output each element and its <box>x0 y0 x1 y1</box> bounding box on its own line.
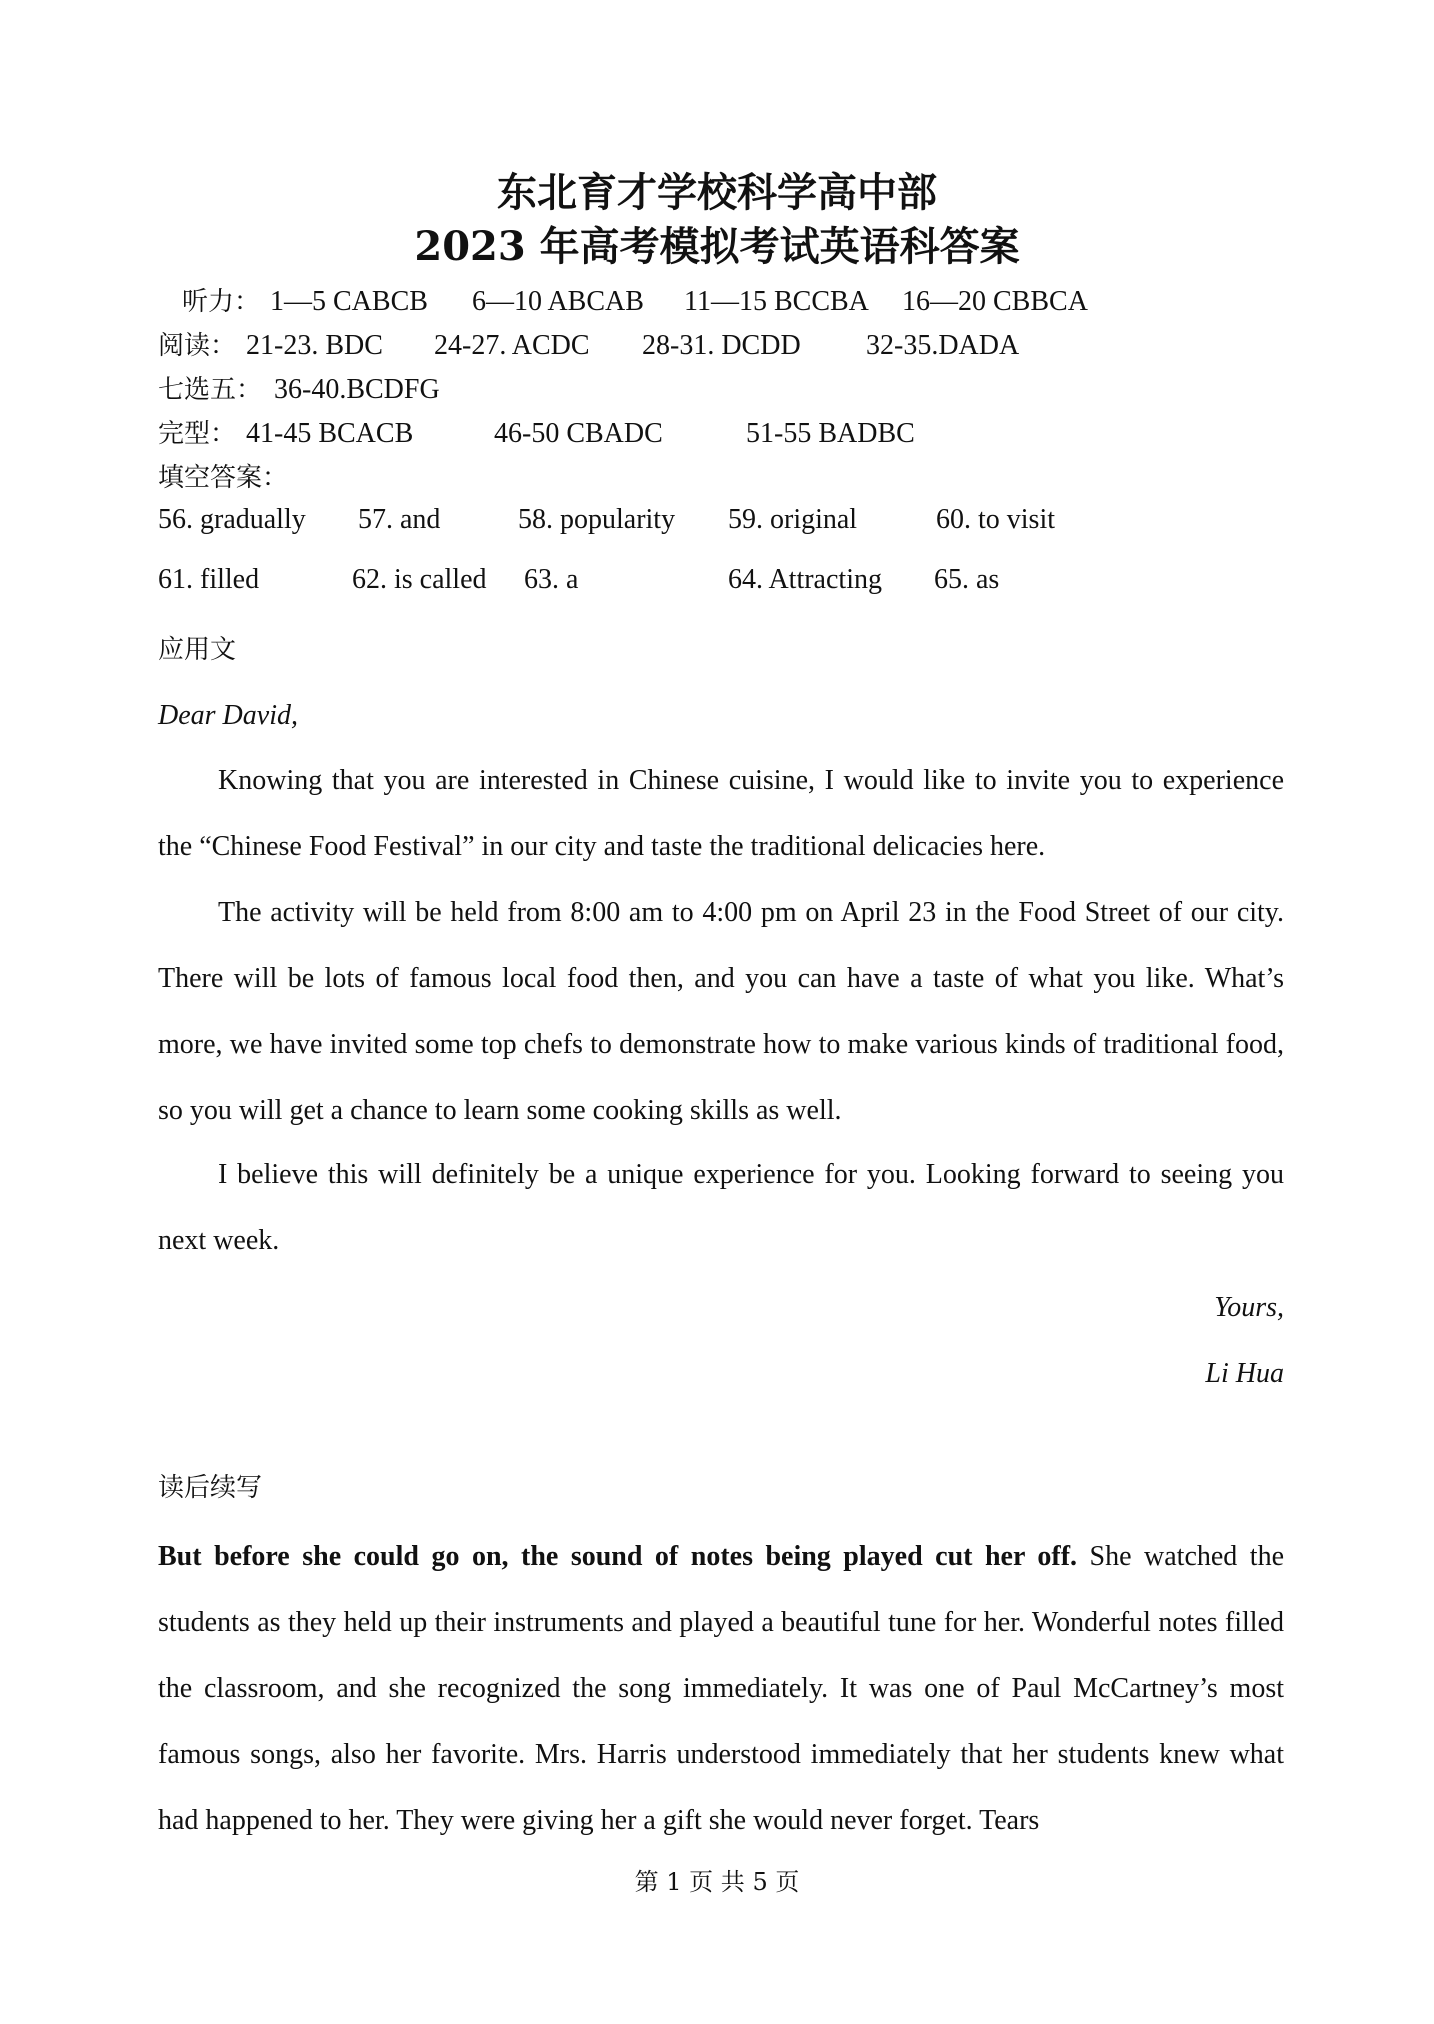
listening-group: 16—20 CBBCA <box>902 286 1088 317</box>
writing-section-label: 应用文 <box>158 635 237 665</box>
letter-paragraph: I believe this will definitely be a unique experience for you. Looking forward to seeing you next week. <box>158 1159 1284 1256</box>
letter-paragraph: Knowing that you are interested in Chinese cuisine, I would like to invite you to experience the “Chinese Food Festival” in our city and taste the traditional delicacies here. <box>158 765 1284 862</box>
fill-answer: 59. original <box>728 504 858 535</box>
school-title: 东北育才学校科学高中部 <box>497 169 937 216</box>
seven-five-label: 七选五： <box>158 375 263 405</box>
reading-group: 28-31. DCDD <box>642 330 801 361</box>
letter-paragraph: The activity will be held from 8:00 am to 4:00 pm on April 23 in the Food Street of our city. There will be lots of famous local food then, and you can have a taste of what you like. What’s more, we have invited some top chefs to demonstrate how to make various kinds of traditional food, so you will get a chance to learn some cooking skills as well. <box>158 897 1284 1126</box>
fill-blank-label: 填空答案： <box>158 463 289 493</box>
continuation-lead-sentence: But before she could go on, the sound of notes being played cut her off. <box>158 1541 1078 1572</box>
letter-closing: Yours, <box>1214 1292 1284 1323</box>
listening-label: 听力： <box>182 287 261 317</box>
continuation-body: She watched the students as they held up their instruments and played a beautiful tune for her. Wonderful notes filled the classroom, and she recognized the song immediately. It was one of Paul McCartney’s most famous songs, also her favorite. Mrs. Harris understood immediately that her students knew what had happened to her. They were giving her a gift she would never forget. Tears <box>158 1541 1284 1836</box>
cloze-group: 41-45 BCACB <box>246 418 414 449</box>
fill-answer: 62. is called <box>352 564 487 595</box>
fill-answer: 63. a <box>524 564 579 595</box>
fill-answer: 61. filled <box>158 564 260 595</box>
letter-signature: Li Hua <box>1205 1358 1284 1389</box>
listening-group: 1—5 CABCB <box>270 286 428 317</box>
reading-group: 21-23. BDC <box>246 330 383 361</box>
continuation-section-label: 读后续写 <box>158 1473 263 1503</box>
fill-answer: 58. popularity <box>518 504 676 535</box>
fill-answer: 65. as <box>934 564 1000 595</box>
reading-label: 阅读： <box>158 331 237 361</box>
letter-salutation: Dear David, <box>158 700 298 731</box>
page-number-footer: 第 1 页 共 5 页 <box>634 1868 800 1896</box>
listening-group: 6—10 ABCAB <box>472 286 644 317</box>
fill-answer: 60. to visit <box>936 504 1056 535</box>
fill-answer: 56. gradually <box>158 504 306 535</box>
cloze-group: 51-55 BADBC <box>746 418 915 449</box>
fill-answer: 64. Attracting <box>728 564 882 595</box>
seven-five-group: 36-40.BCDFG <box>274 374 440 405</box>
cloze-group: 46-50 CBADC <box>494 418 663 449</box>
cloze-label: 完型： <box>158 419 237 449</box>
listening-group: 11—15 BCCBA <box>684 286 869 317</box>
reading-group: 32-35.DADA <box>866 330 1020 361</box>
exam-title: 2023 年高考模拟考试英语科答案 <box>414 223 1020 270</box>
fill-answer: 57. and <box>358 504 441 535</box>
continuation-paragraph <box>158 1524 1284 1854</box>
reading-group: 24-27. ACDC <box>434 330 590 361</box>
